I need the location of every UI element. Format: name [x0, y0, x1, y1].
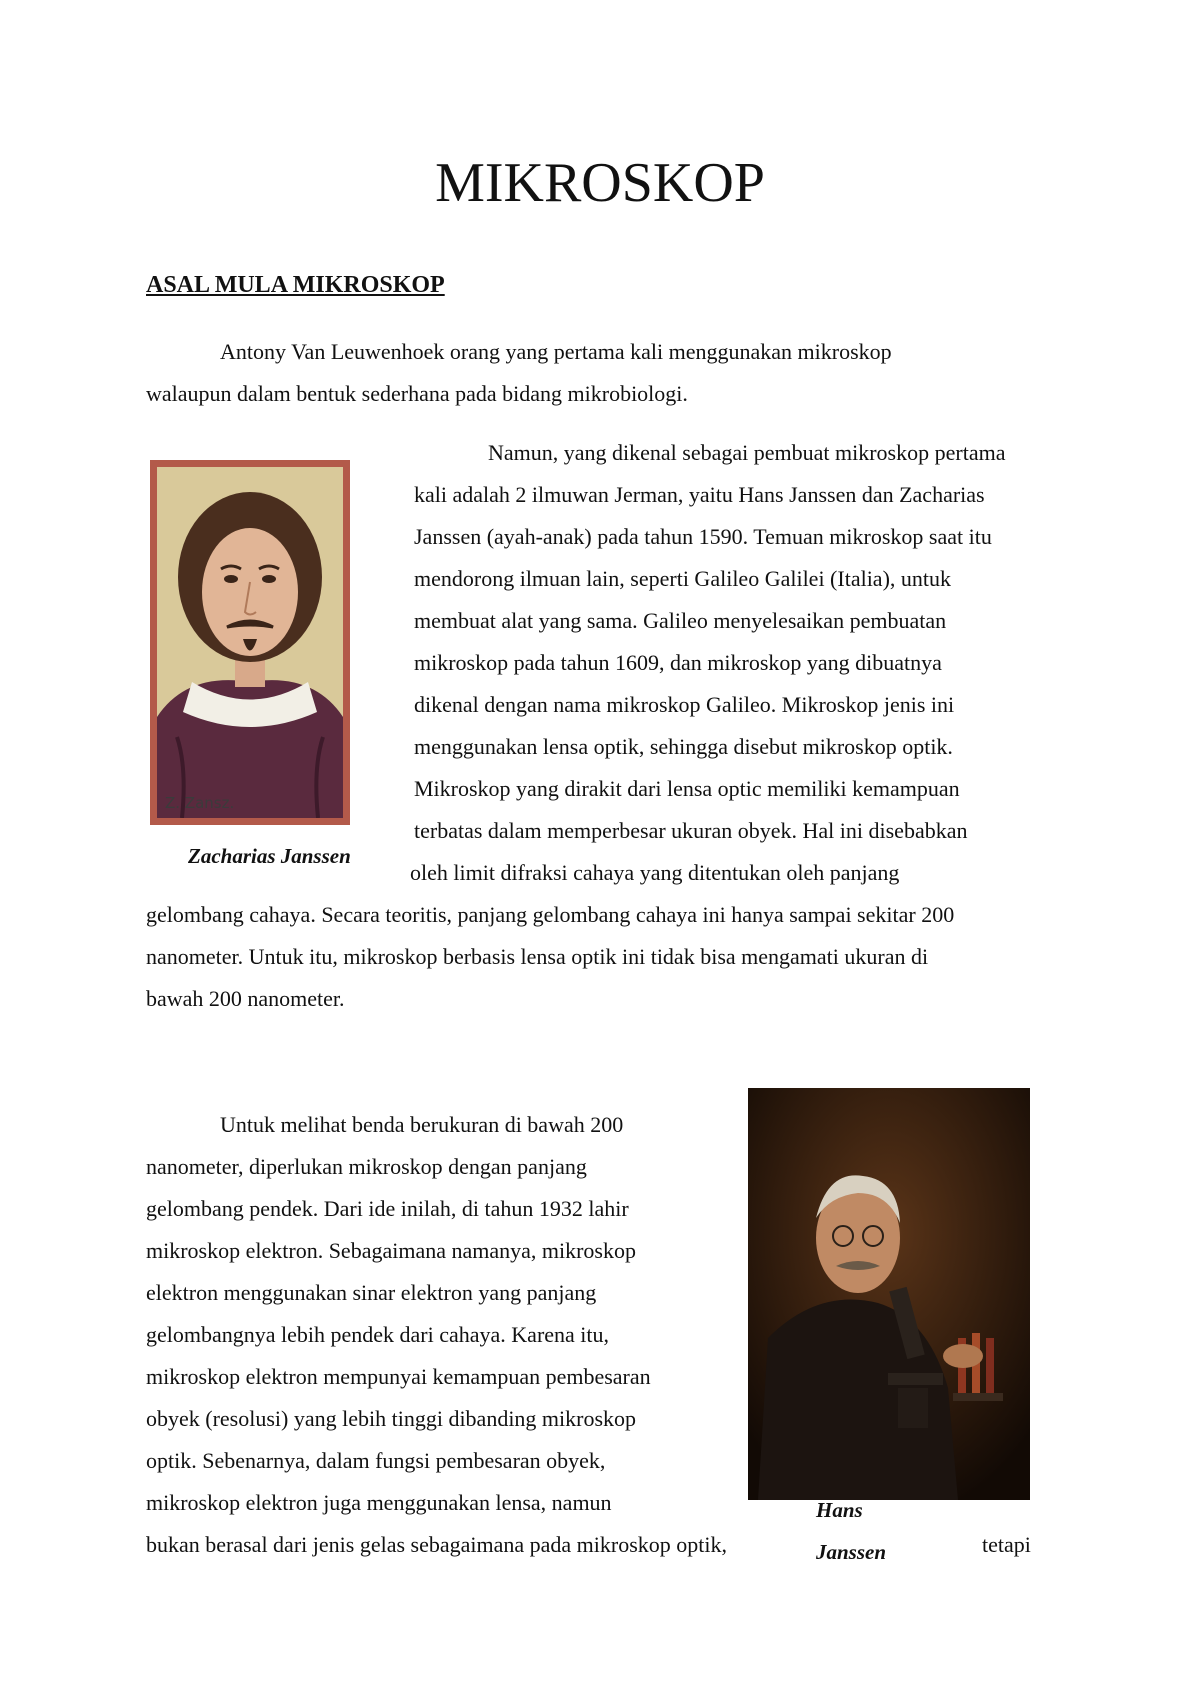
hans-janssen-photo	[748, 1088, 1030, 1500]
photo-illustration	[748, 1088, 1030, 1500]
paragraph-line: gelombangnya lebih pendek dari cahaya. Karena itu,	[146, 1322, 610, 1347]
paragraph-line: walaupun dalam bentuk sederhana pada bidang mikrobiologi.	[146, 381, 688, 406]
paragraph-line: dikenal dengan nama mikroskop Galileo. Mikroskop jenis ini	[414, 692, 955, 717]
paragraph-line: mikroskop elektron juga menggunakan lensa, namun	[146, 1490, 612, 1515]
paragraph-line: mikroskop elektron mempunyai kemampuan pembesaran	[146, 1364, 651, 1389]
paragraph-line: Namun, yang dikenal sebagai pembuat mikroskop pertama	[488, 440, 1006, 465]
paragraph-line: kali adalah 2 ilmuwan Jerman, yaitu Hans Janssen dan Zacharias	[414, 482, 985, 507]
paragraph-line: terbatas dalam memperbesar ukuran obyek. Hal ini disebabkan	[414, 818, 968, 843]
figure-caption-zacharias: Zacharias Janssen	[188, 844, 351, 868]
paragraph-line: Mikroskop yang dirakit dari lensa optic memiliki kemampuan	[414, 776, 960, 801]
page-title: MIKROSKOP	[435, 152, 765, 214]
paragraph-line: oleh limit difraksi cahaya yang ditentukan oleh panjang	[410, 860, 900, 885]
paragraph-line: mikroskop pada tahun 1609, dan mikroskop yang dibuatnya	[414, 650, 942, 675]
paragraph-line: mikroskop elektron. Sebagaimana namanya, mikroskop	[146, 1238, 636, 1263]
paragraph-line: Janssen (ayah-anak) pada tahun 1590. Temuan mikroskop saat itu	[414, 524, 992, 549]
figure-caption-hans-line2: Janssen	[816, 1540, 887, 1564]
paragraph-line: bawah 200 nanometer.	[146, 986, 345, 1011]
paragraph-trailing-word: tetapi	[982, 1532, 1031, 1557]
figure-caption-hans-line1: Hans	[816, 1498, 863, 1522]
paragraph-line: Antony Van Leuwenhoek orang yang pertama kali menggunakan mikroskop	[220, 339, 892, 364]
portrait-illustration	[157, 467, 343, 818]
paragraph-line: gelombang pendek. Dari ide inilah, di tahun 1932 lahir	[146, 1196, 629, 1221]
paragraph-line: Untuk melihat benda berukuran di bawah 200	[220, 1112, 624, 1137]
paragraph-line: bukan berasal dari jenis gelas sebagaimana pada mikroskop optik,	[146, 1532, 727, 1557]
paragraph-line: optik. Sebenarnya, dalam fungsi pembesaran obyek,	[146, 1448, 606, 1473]
paragraph-line: gelombang cahaya. Secara teoritis, panjang gelombang cahaya ini hanya sampai sekitar 200	[146, 902, 955, 927]
zacharias-janssen-portrait	[150, 460, 350, 825]
paragraph-line: elektron menggunakan sinar elektron yang panjang	[146, 1280, 597, 1305]
paragraph-line: nanometer, diperlukan mikroskop dengan panjang	[146, 1154, 587, 1179]
paragraph-line: nanometer. Untuk itu, mikroskop berbasis lensa optik ini tidak bisa mengamati ukuran di	[146, 944, 929, 969]
section-heading: ASAL MULA MIKROSKOP	[146, 272, 445, 298]
paragraph-line: menggunakan lensa optik, sehingga disebut mikroskop optik.	[414, 734, 953, 759]
paragraph-line: membuat alat yang sama. Galileo menyelesaikan pembuatan	[414, 608, 947, 633]
paragraph-line: obyek (resolusi) yang lebih tinggi dibanding mikroskop	[146, 1406, 637, 1431]
portrait-watermark: Z. Zansz.	[165, 794, 235, 812]
paragraph-line: mendorong ilmuan lain, seperti Galileo Galilei (Italia), untuk	[414, 566, 952, 591]
